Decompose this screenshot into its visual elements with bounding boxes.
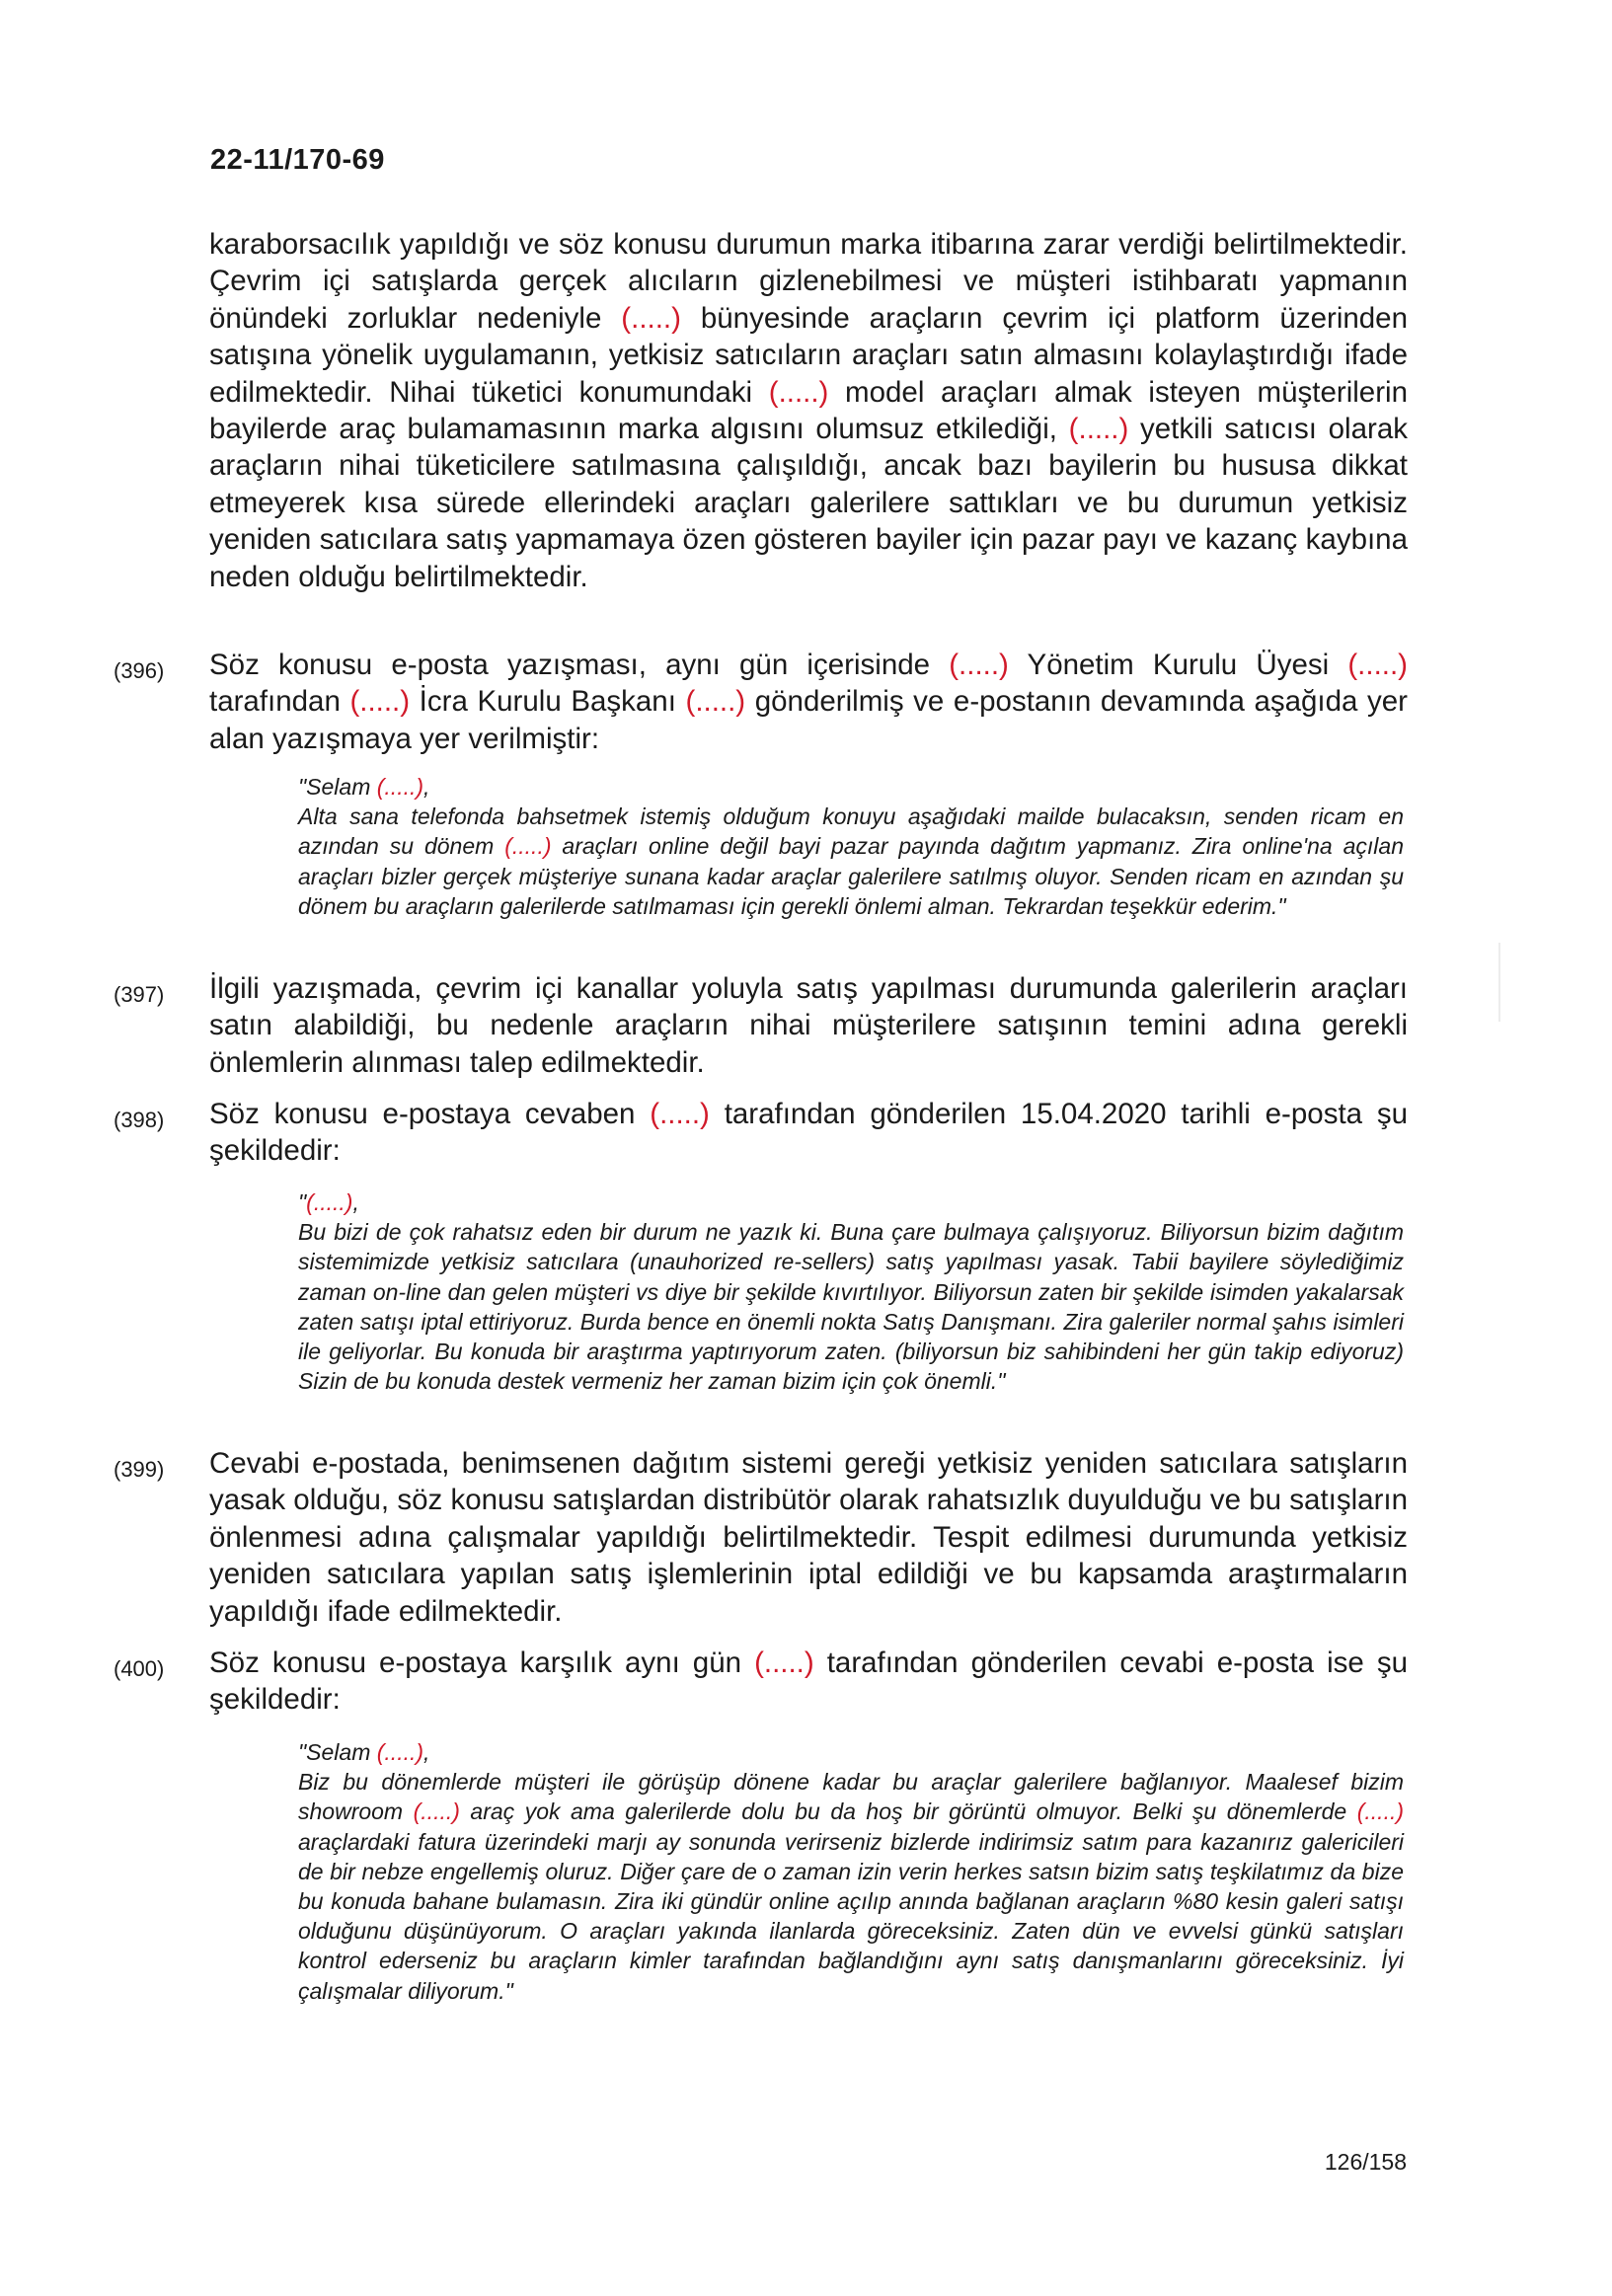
- paragraph-number: (398): [114, 1108, 165, 1132]
- paragraph-number: (399): [114, 1457, 165, 1482]
- redaction-marker: (.....): [1347, 649, 1408, 681]
- redaction-marker: (.....): [413, 1799, 460, 1825]
- redaction-marker: (.....): [306, 1189, 353, 1215]
- quote-greeting: "Selam (.....),: [298, 1739, 430, 1765]
- redaction-marker: (.....): [1356, 1799, 1405, 1825]
- intro-paragraph: karaborsacılık yapıldığı ve söz konusu durumun marka itibarına zarar verdiği belirtilmektedir. Çevrim içi satışlarda gerçek alıcıların gizlenebilmesi ve müşteri istihbaratı yapmanın önündeki zorluklar nedeniyle (.....) bünyesinde araçların çevrim içi platform üzerinden satışına yönelik uygulamanın, yetkisiz satıcıların araçları satın almasını kolaylaştırdığı ifade edilmektedir. Nihai tüketici konumundaki (.....) model araçları almak isteyen müşterilerin bayilerde araç bulamamasının marka algısını olumsuz etkilediği, (.....) yetkili satıcısı olarak araçların nihai tüketicilere satılmasına çalışıldığı, ancak bazı bayilerin bu hususa dikkat etmeyerek kısa sürede ellerindeki araçları galerilere sattıkları ve bu durumun yetkisiz yeniden satıcılara satış yapmamaya özen gösteren bayiler için pazar payı ve kazanç kaybına neden olduğu belirtilmektedir.: [209, 228, 1409, 593]
- redaction-marker: (.....): [1068, 413, 1129, 446]
- quote-greeting: "Selam (.....),: [298, 774, 430, 800]
- redaction-marker: (.....): [376, 1739, 424, 1765]
- document-reference: 22-11/170-69: [210, 144, 385, 176]
- paragraph-397: İlgili yazışmada, çevrim içi kanallar yoluyla satış yapılması durumunda galerilerin araçları satın alabildiği, bu nedenle araçların nihai müşterilere satışının temini adına gerekli önlemlerin alınması talep edilmektedir.: [209, 972, 1408, 1079]
- redaction-marker: (.....): [754, 1646, 814, 1679]
- redaction-marker: (.....): [621, 301, 681, 335]
- redaction-marker: (.....): [650, 1098, 710, 1130]
- quote-body: Biz bu dönemlerde müşteri ile görüşüp dönene kadar bu araçlar galerilere bağlanıyor. Maalesef bizim showroom (.....) araç yok ama galerilerde dolu bu da hoş bir görüntü olmuyor. Belki şu dönemlerde (.....) araçlardaki fatura üzerindeki marjı ay sonunda verirseniz bizlerde indirimsiz satım para kazanırız galericileri de bir nebze engellemiş oluruz. Diğer çare de o zaman izin verin herkes satsın bizim satış teşkilatımız da bize bu konuda bahane bulamasın. Zira iki gündür online açılıp anında bağlanan araçların %80 kesin galeri satışı olduğunu düşünüyorum. O araçları yakında ilanlarda göreceksiniz. Zaten dün ve evvelsi günkü satışları kontrol ederseniz bu araçların kimler tarafından bağlandığını aynı satış danışmanlarını göreceksiniz. İyi çalışmalar diliyorum.": [298, 1769, 1405, 2004]
- paragraph-399: Cevabi e-postada, benimsenen dağıtım sistemi gereği yetkisiz yeniden satıcılara satışların yasak olduğu, söz konusu satışlardan distribütör olarak rahatsızlık duyulduğu ve bu satışların önlenmesi adına çalışmalar yapıldığı belirtilmektedir. Tespit edilmesi durumunda yetkisiz yeniden satıcılara yapılan satış işlemlerinin iptal edildiği ve bu kapsamda araştırmaların yapıldığı ifade edilmektedir.: [209, 1447, 1408, 1628]
- scan-artifact: [1498, 943, 1500, 1022]
- redaction-marker: (.....): [768, 375, 829, 409]
- email-quote-3: [298, 1737, 1404, 2006]
- email-quote-1: [298, 772, 1404, 921]
- redaction-marker: (.....): [349, 685, 411, 719]
- quote-body: Bu bizi de çok rahatsız eden bir durum ne yazık ki. Buna çare bulmaya çalışıyoruz. Biliyorsun bizim dağıtım sistemimizde yetkisiz satıcılara (unauhorized re-sellers) satış yapılması yasak. Tabii bayilere söylediğimiz zaman on-line dan gelen müşteri vs diye bir şekilde kıvırtılıyor. Biliyorsun zaten bir şekilde isimden yakalarsak zaten satışı iptal ettiriyoruz. Burda bence en önemli nokta Satış Danışmanı. Zira galeriler normal şahıs isimleri ile geliyorlar. Bu konuda bir araştırma yaptırıyorum zaten. (biliyorsun biz sahibindeni her gün takip ediyoruz) Sizin de bu konuda destek vermeniz her zaman bizim için çok önemli.": [298, 1219, 1404, 1395]
- paragraph-400: Söz konusu e-postaya karşılık aynı gün (.....) tarafından gönderilen cevabi e-posta ise şu şekildedir:: [209, 1646, 1409, 1717]
- paragraph-398: Söz konusu e-postaya cevaben (.....) tarafından gönderilen 15.04.2020 tarihli e-posta şu şekildedir:: [209, 1098, 1409, 1168]
- paragraph-number: (396): [114, 658, 165, 683]
- redaction-marker: (.....): [949, 649, 1009, 681]
- quote-greeting: "(.....),: [298, 1189, 359, 1215]
- page-number: 126/158: [1324, 2149, 1407, 2175]
- redaction-marker: (.....): [376, 774, 424, 800]
- quote-body: Alta sana telefonda bahsetmek istemiş olduğum konuyu aşağıdaki mailde bulacaksın, senden ricam en azından su dönem (.....) araçları online değil bayi pazar payında dağıtım yapmanız. Zira online'na açılan araçları bizler gerçek müşteriye sunana kadar araçlar galerilere satılmış oluyor. Senden ricam en azından şu dönem bu araçların galerilerde satılmaması için gerekli önlemi alman. Tekrardan teşekkür ederim.": [298, 804, 1404, 919]
- paragraph-number: (397): [114, 982, 165, 1007]
- paragraph-number: (400): [114, 1656, 165, 1681]
- paragraph-396: Söz konusu e-posta yazışması, aynı gün içerisinde (.....) Yönetim Kurulu Üyesi (.....) tarafından (.....) İcra Kurulu Başkanı (.....) gönderilmiş ve e-postanın devamında aşağıda yer alan yazışmaya yer verilmiştir:: [209, 649, 1409, 755]
- redaction-marker: (.....): [504, 833, 552, 860]
- redaction-marker: (.....): [685, 685, 746, 719]
- email-quote-2: [298, 1187, 1404, 1396]
